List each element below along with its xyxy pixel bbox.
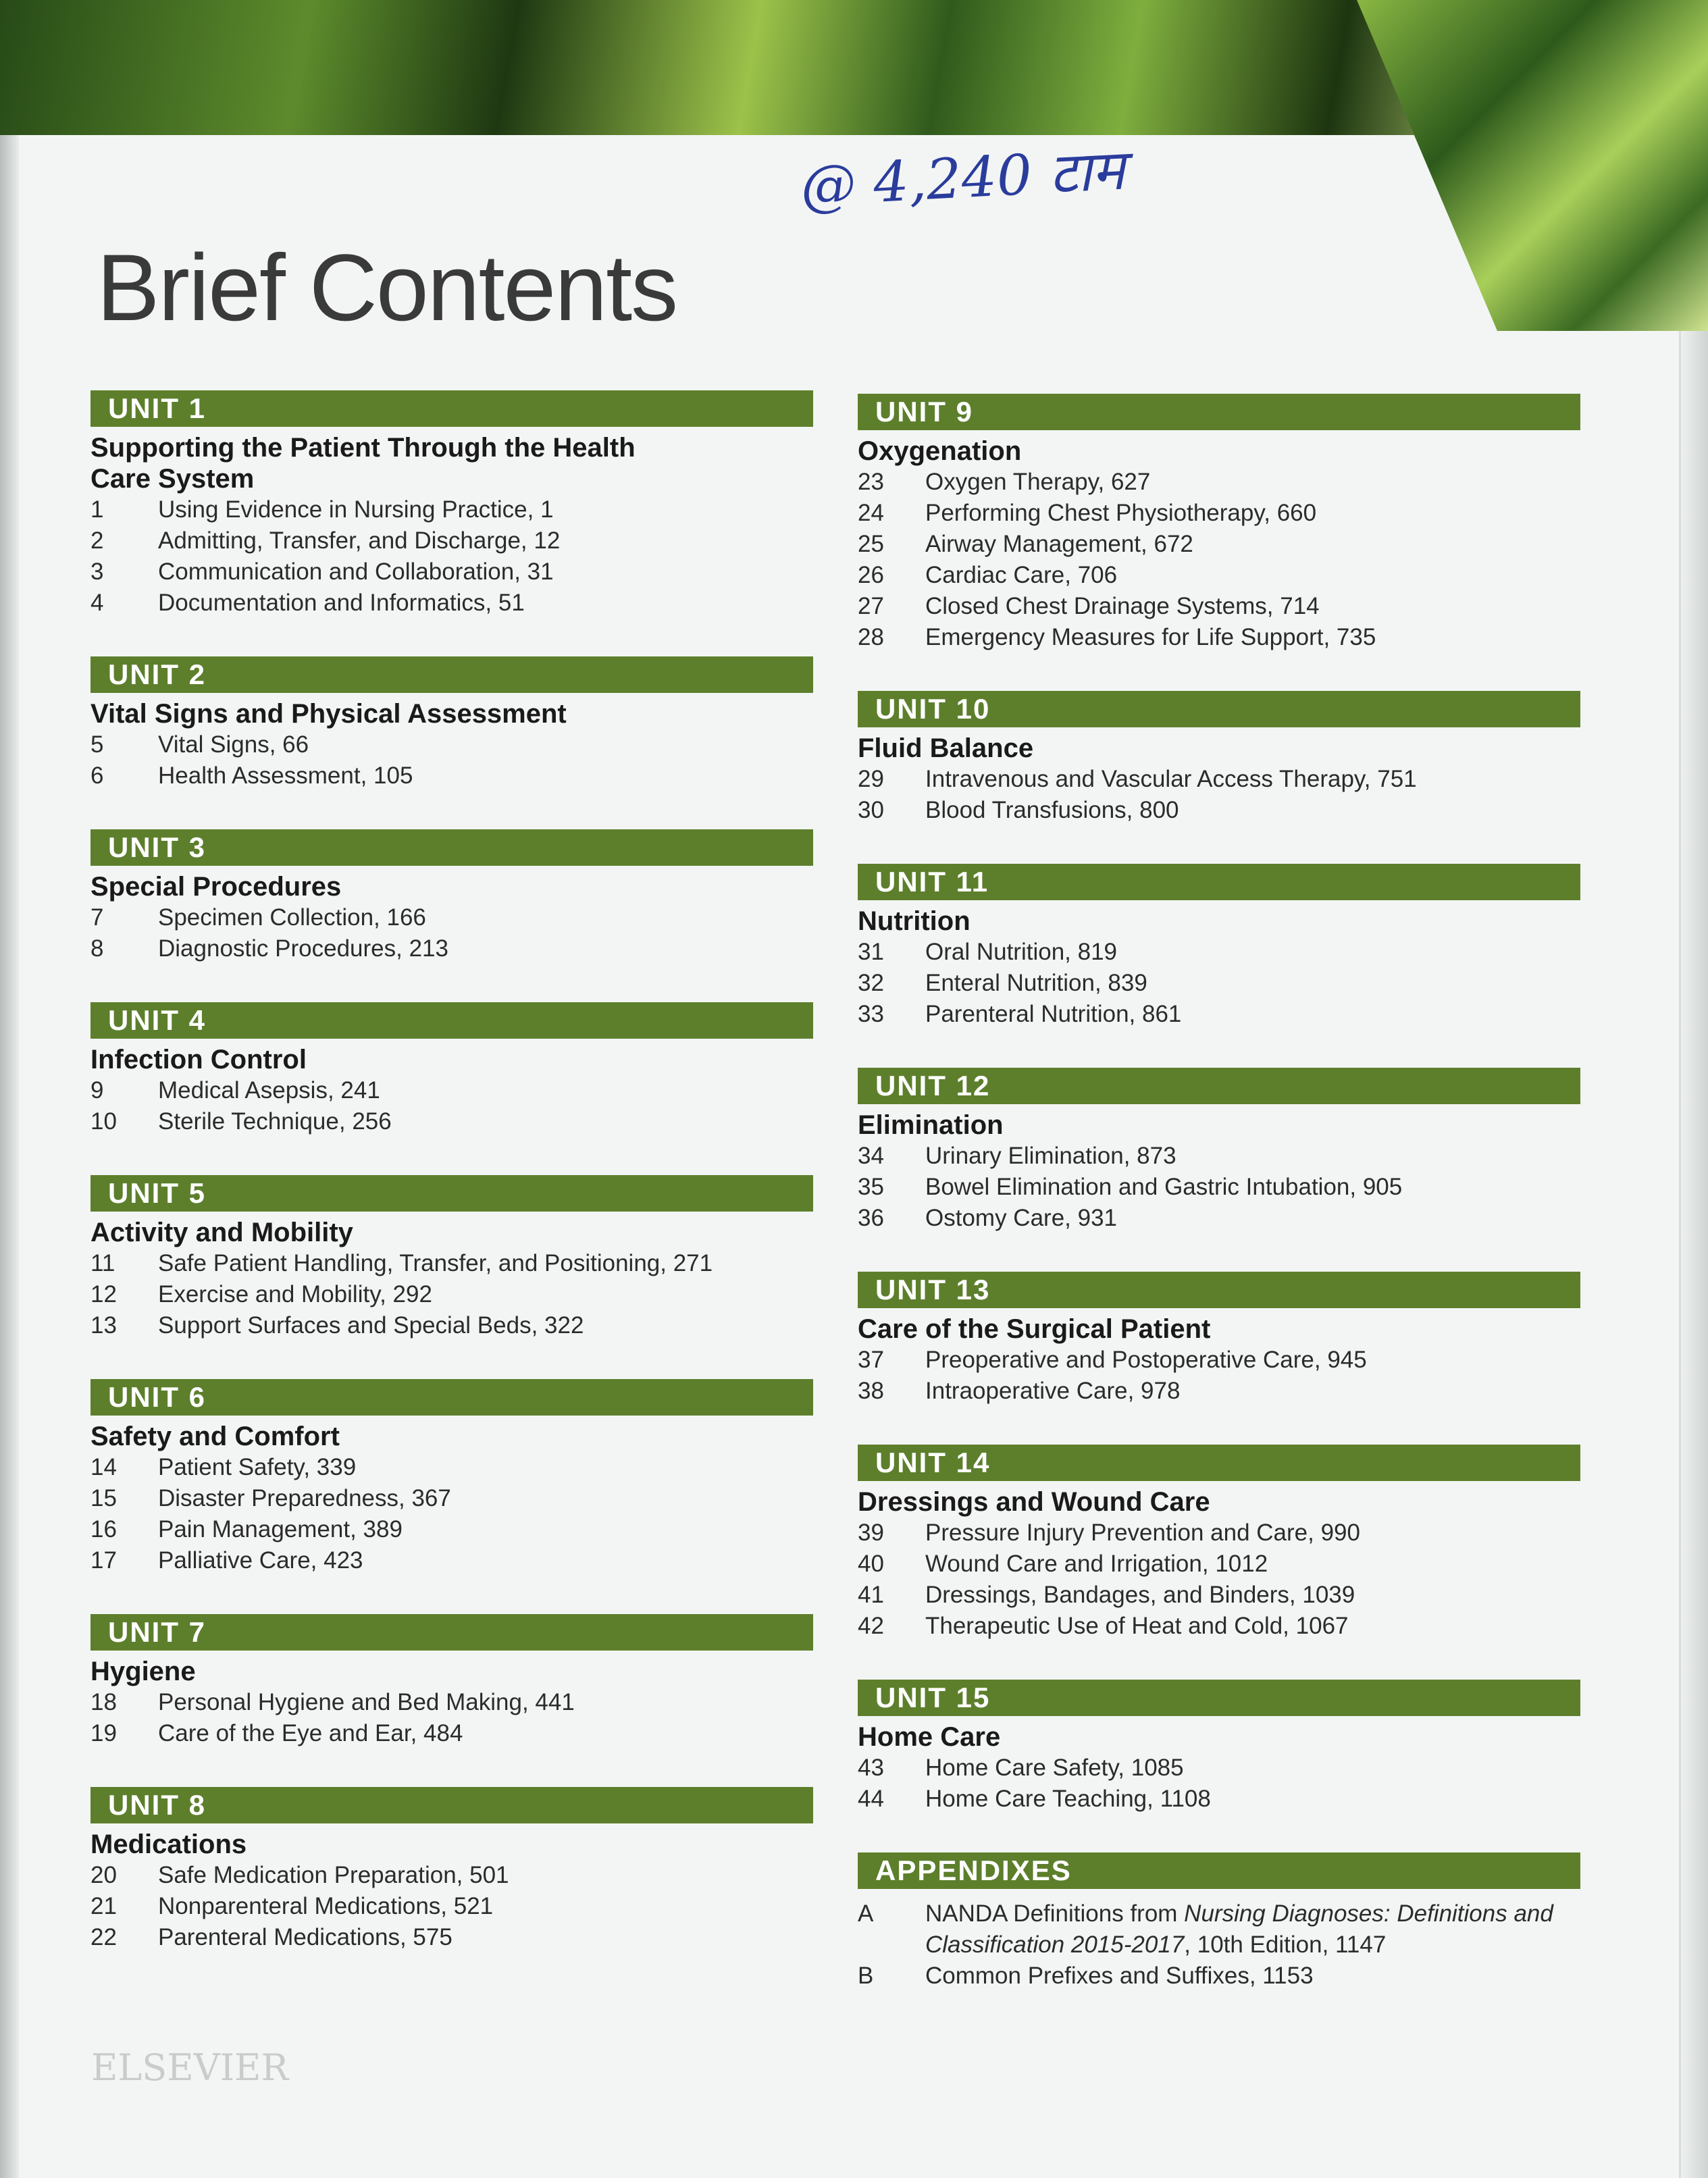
- chapter-entry: [90, 760, 813, 792]
- chapter-title: Parenteral Nutrition, 861: [925, 1001, 1182, 1027]
- unit-title: Activity and Mobility: [90, 1218, 353, 1247]
- chapter-title: Documentation and Informatics, 51: [158, 590, 525, 616]
- chapter-number: 42: [858, 1613, 884, 1639]
- chapter-title: Intraoperative Care, 978: [925, 1378, 1181, 1404]
- chapter-entry: [90, 525, 813, 556]
- chapter-entry: [90, 933, 813, 964]
- chapter-entry: [90, 902, 813, 933]
- chapter-number: 8: [90, 935, 104, 962]
- chapter-title: Safe Medication Preparation, 501: [158, 1862, 509, 1888]
- chapter-number: 3: [90, 559, 104, 585]
- chapter-title: Medical Asepsis, 241: [158, 1077, 380, 1104]
- chapter-entry: [90, 1922, 813, 1953]
- handwritten-price-note: @ 4,240 टाम: [799, 138, 1127, 219]
- unit-section: [90, 1379, 813, 1576]
- chapter-number: 39: [858, 1520, 884, 1546]
- appendix-title: [925, 1898, 1580, 1961]
- chapter-title: Vital Signs, 66: [158, 731, 309, 758]
- unit-section: [90, 829, 813, 964]
- unit-label-bar: UNIT 9: [858, 394, 1580, 430]
- chapter-entry: [858, 498, 1580, 529]
- unit-section: [90, 1614, 813, 1749]
- chapter-title: Therapeutic Use of Heat and Cold, 1067: [925, 1613, 1349, 1639]
- unit-label-bar: UNIT 13: [858, 1272, 1580, 1308]
- chapter-title: Palliative Care, 423: [158, 1547, 363, 1574]
- chapter-title: Ostomy Care, 931: [925, 1205, 1117, 1231]
- appendixes-section: [858, 1852, 1580, 1992]
- chapter-title: Using Evidence in Nursing Practice, 1: [158, 496, 554, 523]
- chapter-entry: [858, 591, 1580, 622]
- chapter-entry: [90, 1279, 813, 1310]
- right-units: [858, 394, 1580, 1815]
- chapter-title: Oxygen Therapy, 627: [925, 469, 1151, 495]
- unit-section: [90, 390, 813, 619]
- chapter-number: 32: [858, 970, 884, 996]
- unit-title: Special Procedures: [90, 872, 342, 902]
- chapter-entry: [858, 1345, 1580, 1376]
- unit-section: [858, 394, 1580, 653]
- chapter-title: Personal Hygiene and Bed Making, 441: [158, 1689, 575, 1715]
- chapter-entry: [90, 1483, 813, 1514]
- chapter-title: Support Surfaces and Special Beds, 322: [158, 1312, 584, 1339]
- chapter-number: 19: [90, 1720, 117, 1746]
- appendixes-bar: APPENDIXES: [858, 1852, 1580, 1889]
- chapter-entry: [90, 729, 813, 760]
- chapter-title: Home Care Safety, 1085: [925, 1755, 1184, 1781]
- chapter-title: Cardiac Care, 706: [925, 562, 1118, 588]
- chapter-entry: [90, 1687, 813, 1718]
- chapter-title: Enteral Nutrition, 839: [925, 970, 1147, 996]
- unit-section: [858, 1680, 1580, 1815]
- right-column: [858, 394, 1580, 2029]
- chapter-title: Pain Management, 389: [158, 1516, 403, 1542]
- cover-art-corner: [1357, 0, 1708, 331]
- chapter-number: 1: [90, 496, 104, 523]
- chapter-number: 38: [858, 1378, 884, 1404]
- chapter-entry: [858, 622, 1580, 653]
- unit-label-bar: UNIT 11: [858, 864, 1580, 900]
- chapter-entry: [90, 1514, 813, 1545]
- chapter-title: Urinary Elimination, 873: [925, 1143, 1176, 1169]
- chapter-entry: [858, 1784, 1580, 1815]
- chapter-number: 26: [858, 562, 884, 588]
- chapter-number: 29: [858, 766, 884, 792]
- unit-section: [90, 1175, 813, 1341]
- unit-label-bar: UNIT 3: [90, 829, 813, 866]
- chapter-title: Pressure Injury Prevention and Care, 990: [925, 1520, 1360, 1546]
- chapter-number: 13: [90, 1312, 117, 1339]
- unit-title: Infection Control: [90, 1045, 307, 1074]
- chapter-number: 20: [90, 1862, 117, 1888]
- chapter-number: 6: [90, 762, 104, 789]
- appendix-item: [858, 1898, 1580, 1961]
- chapter-number: 12: [90, 1281, 117, 1307]
- chapter-number: 44: [858, 1786, 884, 1812]
- chapter-entry: [858, 1611, 1580, 1642]
- chapter-title: Dressings, Bandages, and Binders, 1039: [925, 1582, 1355, 1608]
- unit-section: [858, 691, 1580, 826]
- chapter-entry: [90, 1248, 813, 1279]
- chapter-number: 5: [90, 731, 104, 758]
- unit-section: [858, 1068, 1580, 1234]
- chapter-title: Parenteral Medications, 575: [158, 1924, 452, 1950]
- chapter-entry: [90, 1891, 813, 1922]
- appendix-title-suffix: , 10th Edition, 1147: [1184, 1931, 1387, 1958]
- chapter-number: 11: [90, 1250, 115, 1276]
- chapter-entry: [90, 1310, 813, 1341]
- chapter-entry: [858, 560, 1580, 591]
- chapter-title: Oral Nutrition, 819: [925, 939, 1118, 965]
- chapter-title: Wound Care and Irrigation, 1012: [925, 1551, 1268, 1577]
- page-title: Brief Contents: [97, 234, 677, 340]
- chapter-entry: [858, 1580, 1580, 1611]
- unit-label-bar: UNIT 5: [90, 1175, 813, 1212]
- appendix-title-prefix: NANDA Definitions from: [925, 1900, 1185, 1927]
- appendix-letter: B: [858, 1963, 874, 1989]
- unit-label-bar: UNIT 10: [858, 691, 1580, 727]
- chapter-title: Communication and Collaboration, 31: [158, 559, 554, 585]
- chapter-number: 4: [90, 590, 104, 616]
- unit-title: Fluid Balance: [858, 733, 1034, 763]
- unit-title: Medications: [90, 1830, 247, 1859]
- chapter-number: 34: [858, 1143, 884, 1169]
- chapter-number: 23: [858, 469, 884, 495]
- chapter-number: 40: [858, 1551, 884, 1577]
- unit-label-bar: UNIT 4: [90, 1002, 813, 1039]
- chapter-number: 43: [858, 1755, 884, 1781]
- chapter-number: 28: [858, 624, 884, 650]
- chapter-number: 15: [90, 1485, 117, 1511]
- chapter-title: Sterile Technique, 256: [158, 1108, 392, 1135]
- chapter-number: 21: [90, 1893, 117, 1919]
- chapter-title: Specimen Collection, 166: [158, 904, 426, 931]
- chapter-number: 31: [858, 939, 884, 965]
- chapter-entry: [90, 1106, 813, 1137]
- chapter-title: Care of the Eye and Ear, 484: [158, 1720, 463, 1746]
- chapter-entry: [858, 764, 1580, 795]
- chapter-entry: [858, 1549, 1580, 1580]
- unit-label-bar: UNIT 15: [858, 1680, 1580, 1716]
- chapter-entry: [90, 1718, 813, 1749]
- chapter-title: Patient Safety, 339: [158, 1454, 357, 1480]
- chapter-title: Emergency Measures for Life Support, 735: [925, 624, 1376, 650]
- chapter-number: 36: [858, 1205, 884, 1231]
- unit-section: [858, 1445, 1580, 1642]
- chapter-title: Preoperative and Postoperative Care, 945: [925, 1347, 1367, 1373]
- chapter-title: Intravenous and Vascular Access Therapy, 751: [925, 766, 1417, 792]
- left-column: [90, 390, 813, 1991]
- chapter-title: Exercise and Mobility, 292: [158, 1281, 432, 1307]
- unit-section: [90, 1002, 813, 1137]
- page-gutter-shadow: [0, 0, 19, 2178]
- chapter-number: 17: [90, 1547, 117, 1574]
- unit-title: Supporting the Patient Through the Health Care System: [90, 433, 636, 494]
- unit-title: Safety and Comfort: [90, 1422, 340, 1451]
- chapter-entry: [858, 1203, 1580, 1234]
- unit-label-bar: UNIT 1: [90, 390, 813, 427]
- chapter-number: 10: [90, 1108, 117, 1135]
- appendix-letter: A: [858, 1900, 874, 1927]
- chapter-title: Disaster Preparedness, 367: [158, 1485, 451, 1511]
- unit-section: [90, 1787, 813, 1953]
- chapter-number: 2: [90, 527, 104, 554]
- chapter-entry: [858, 529, 1580, 560]
- unit-title: Vital Signs and Physical Assessment: [90, 699, 567, 729]
- publisher-watermark: ELSEVIER: [91, 2046, 289, 2089]
- chapter-title: Bowel Elimination and Gastric Intubation, 905: [925, 1174, 1403, 1200]
- chapter-entry: [858, 937, 1580, 968]
- chapter-number: 24: [858, 500, 884, 526]
- chapter-entry: [858, 795, 1580, 826]
- unit-section: [90, 656, 813, 792]
- chapter-title: Performing Chest Physiotherapy, 660: [925, 500, 1317, 526]
- chapter-title: Home Care Teaching, 1108: [925, 1786, 1211, 1812]
- chapter-number: 7: [90, 904, 104, 931]
- unit-section: [858, 864, 1580, 1030]
- chapter-entry: [858, 1376, 1580, 1407]
- chapter-title: Health Assessment, 105: [158, 762, 413, 789]
- chapter-entry: [858, 1172, 1580, 1203]
- chapter-entry: [90, 494, 813, 525]
- chapter-entry: [858, 1141, 1580, 1172]
- unit-title: Home Care: [858, 1722, 1001, 1752]
- chapter-number: 30: [858, 797, 884, 823]
- chapter-number: 25: [858, 531, 884, 557]
- chapter-entry: [858, 467, 1580, 498]
- unit-label-bar: UNIT 6: [90, 1379, 813, 1416]
- unit-title: Nutrition: [858, 906, 971, 936]
- chapter-entry: [90, 1860, 813, 1891]
- unit-label-bar: UNIT 14: [858, 1445, 1580, 1481]
- chapter-entry: [858, 1753, 1580, 1784]
- chapter-number: 14: [90, 1454, 117, 1480]
- chapter-title: Airway Management, 672: [925, 531, 1193, 557]
- unit-label-bar: UNIT 8: [90, 1787, 813, 1823]
- unit-section: [858, 1272, 1580, 1407]
- chapter-title: Safe Patient Handling, Transfer, and Positioning, 271: [158, 1250, 713, 1276]
- appendix-title-italic: Nursing Diagnoses: Definitions and Classification 2015-2017: [925, 1900, 1553, 1958]
- chapter-title: Closed Chest Drainage Systems, 714: [925, 593, 1320, 619]
- chapter-entry: [858, 999, 1580, 1030]
- chapter-entry: [90, 588, 813, 619]
- chapter-entry: [90, 1452, 813, 1483]
- chapter-number: 37: [858, 1347, 884, 1373]
- chapter-title: Blood Transfusions, 800: [925, 797, 1179, 823]
- chapter-entry: [90, 1545, 813, 1576]
- chapter-number: 22: [90, 1924, 117, 1950]
- unit-title: Hygiene: [90, 1657, 196, 1686]
- chapter-number: 9: [90, 1077, 104, 1104]
- chapter-number: 16: [90, 1516, 117, 1542]
- appendix-title: Common Prefixes and Suffixes, 1153: [925, 1963, 1314, 1989]
- chapter-title: Diagnostic Procedures, 213: [158, 935, 448, 962]
- unit-label-bar: UNIT 12: [858, 1068, 1580, 1104]
- unit-label-bar: UNIT 7: [90, 1614, 813, 1651]
- unit-title: Oxygenation: [858, 436, 1022, 466]
- chapter-entry: [90, 1075, 813, 1106]
- page-edge: [1679, 331, 1708, 2178]
- unit-title: Elimination: [858, 1110, 1004, 1140]
- chapter-number: 18: [90, 1689, 117, 1715]
- appendix-item: [858, 1961, 1580, 1992]
- chapter-number: 35: [858, 1174, 884, 1200]
- unit-title: Dressings and Wound Care: [858, 1487, 1210, 1517]
- unit-title: Care of the Surgical Patient: [858, 1314, 1211, 1344]
- chapter-number: 27: [858, 593, 884, 619]
- chapter-entry: [90, 556, 813, 588]
- chapter-title: Nonparenteral Medications, 521: [158, 1893, 494, 1919]
- chapter-title: Admitting, Transfer, and Discharge, 12: [158, 527, 561, 554]
- chapter-number: 33: [858, 1001, 884, 1027]
- unit-label-bar: UNIT 2: [90, 656, 813, 693]
- chapter-number: 41: [858, 1582, 884, 1608]
- chapter-entry: [858, 968, 1580, 999]
- chapter-entry: [858, 1518, 1580, 1549]
